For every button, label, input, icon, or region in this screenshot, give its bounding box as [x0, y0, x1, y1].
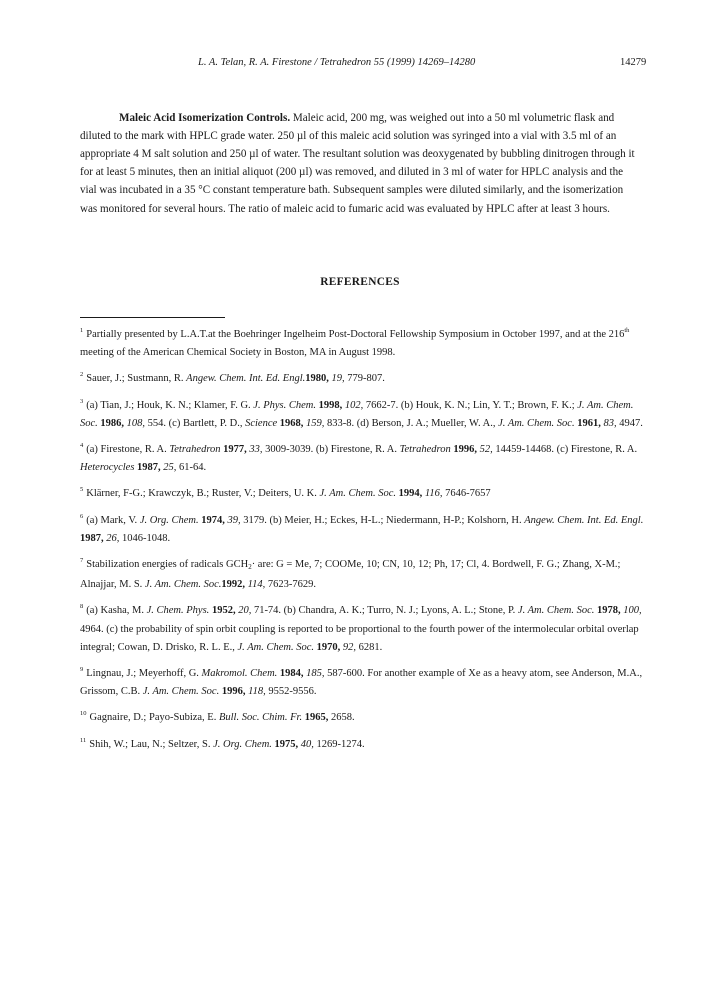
reference-item-6 [80, 508, 645, 548]
reference-text: Stabilization energies of radicals GCH [86, 559, 249, 571]
reference-volume: 116, [422, 488, 443, 500]
reference-volume: 52, [477, 444, 493, 456]
reference-list [80, 322, 645, 758]
reference-text: Gagnaire, D.; Payo-Subiza, E. [89, 712, 219, 724]
reference-pages: 779-807. [344, 373, 385, 385]
journal-name: J. Am. Chem. Soc. [517, 605, 595, 617]
reference-text: 554. (c) Bartlett, P. D., [145, 417, 246, 429]
reference-text: 1269-1274. [313, 738, 365, 750]
reference-year: 1984, [277, 668, 304, 680]
reference-item-3 [80, 393, 645, 433]
journal-name: Tetrahedron [399, 444, 451, 456]
reference-item-11 [80, 732, 645, 754]
journal-name: J. Am. Chem. Soc. [319, 488, 396, 500]
reference-text: 7623-7629. [265, 579, 317, 591]
running-header [0, 57, 720, 73]
reference-year: 1978, [594, 605, 621, 617]
reference-text: 6281. [355, 641, 383, 653]
reference-number: 6 [80, 512, 84, 520]
reference-volume: 114, [245, 579, 266, 591]
reference-volume: 118, [245, 686, 266, 698]
reference-year: 1987, [134, 462, 161, 474]
reference-text: 61-64. [176, 462, 207, 474]
journal-name: J. Am. Chem. Soc. [498, 417, 575, 429]
reference-text: 587-600. For another example of Xe as a heavy atom, see Anderson, M.A., Grissom, C.B. [80, 668, 643, 698]
reference-item-2 [80, 366, 645, 388]
reference-text: 833-8. (d) Berson, J. A.; Mueller, W. A., [324, 417, 499, 429]
reference-number: 9 [80, 666, 84, 674]
reference-item-1 [80, 322, 645, 362]
journal-name: J. Am. Chem. Soc. [80, 399, 634, 429]
reference-text: 3009-3039. (b) Firestone, R. A. [262, 444, 400, 456]
reference-year: 1987, [80, 532, 104, 544]
journal-name: J. Org. Chem. [213, 738, 272, 750]
reference-text: 7662-7. (b) Houk, K. N.; Lin, Y. T.; Brown, F. K.; [363, 399, 578, 411]
reference-volume: 108, [124, 417, 146, 429]
reference-volume: 100, [620, 605, 642, 617]
reference-text: (a) Firestone, R. A. [86, 444, 170, 456]
reference-number: 3 [80, 397, 84, 405]
reference-year: 1965, [302, 712, 329, 724]
references-heading: REFERENCES [320, 276, 400, 288]
journal-name: Angew. Chem. Int. Ed. Engl. [186, 373, 306, 385]
reference-year: 1996, [219, 686, 246, 698]
reference-volume: 33, [246, 444, 263, 456]
reference-text: (a) Kasha, M. [86, 605, 147, 617]
reference-year: 1952, [209, 605, 236, 617]
reference-year: 1961, [574, 417, 601, 429]
running-head-citation: L. A. Telan, R. A. Firestone / Tetrahedron 55 (1999) 14269–14280 [198, 57, 476, 68]
journal-name: Tetrahedron [169, 444, 221, 456]
reference-year: 1998, [315, 399, 343, 411]
reference-text: 2658. [328, 712, 355, 724]
journal-name: Makromol. Chem. [201, 668, 278, 680]
journal-name: J. Am. Chem. Soc. [144, 579, 222, 591]
reference-number: 1 [80, 327, 84, 334]
ordinal-suffix: th [624, 327, 630, 334]
journal-name: J. Am. Chem. Soc. [142, 686, 220, 698]
reference-text: · are: G = Me, 7; COOMe, 10; CN, 10, 12; Ph, 17; Cl, 4. Bordwell, F. G.; Zhang, X-M.; Alnajjar, M. S. [80, 559, 621, 591]
reference-volume: 83, [600, 417, 617, 429]
reference-text: 14459-14468. (c) Firestone, R. A. [492, 444, 638, 456]
paragraph-text: Maleic acid, 200 mg, was weighed out into a 50 ml volumetric flask and diluted to the mark with HPLC grade water. 250 µl of this maleic acid solution was syringed into a vial with 3.5 ml of an appropriate 4 M salt solution and 250 µl of water. The resultant solution was deoxygenated by bubbling dinitrogen through it for at least 5 minutes, then an initial aliquot (200 µl) was removed, and diluted in 3 ml of water for HPLC analysis and the vial was incubated in a 35 °C constant temperature bath. Subsequent samples were diluted similarly, and the isomerization was monitored for several hours. The ratio of maleic acid to fumaric acid was evaluated by HPLC after at least 3 hours. [80, 112, 635, 215]
reference-volume: 159, [303, 417, 325, 429]
reference-number: 11 [80, 736, 87, 744]
reference-text: Shih, W.; Lau, N.; Seltzer, S. [89, 738, 214, 750]
reference-text: 4947. [616, 417, 643, 429]
reference-text: 9552-9556. [265, 686, 317, 698]
reference-text: Partially presented by L.A.T.at the Boehringer Ingelheim Post-Doctoral Fellowship Symposium in October 1997, and at the 216 [86, 329, 625, 340]
reference-volume: 40, [298, 738, 314, 750]
reference-authors: Sauer, J.; Sustmann, R. [86, 373, 187, 385]
page-number: 14279 [620, 57, 647, 68]
journal-name: J. Phys. Chem. [253, 399, 316, 411]
reference-text: 3179. (b) Meier, H.; Eckes, H-L.; Niedermann, H-P.; Kolshorn, H. [240, 514, 525, 526]
paragraph-lead-heading: Maleic Acid Isomerization Controls. [119, 112, 291, 125]
reference-item-8 [80, 598, 645, 657]
reference-item-9 [80, 661, 645, 701]
footnote-rule [80, 317, 225, 318]
reference-year: 1974, [198, 514, 225, 526]
reference-volume: 39, [224, 514, 241, 526]
reference-number: 8 [80, 603, 84, 611]
reference-year: 1970, [313, 641, 341, 653]
reference-number: 4 [80, 442, 84, 450]
reference-text: (a) Tian, J.; Houk, K. N.; Klamer, F. G. [86, 399, 254, 411]
journal-name: Angew. Chem. Int. Ed. Engl. [524, 514, 644, 526]
reference-year: 1986, [97, 417, 125, 429]
reference-number: 10 [80, 710, 87, 718]
reference-volume: 92, [340, 641, 356, 653]
reference-item-10 [80, 705, 645, 727]
reference-volume: 25, [160, 462, 177, 474]
reference-text: meeting of the American Chemical Society in Boston, MA in August 1998. [80, 347, 396, 359]
reference-year: 1975, [271, 738, 299, 750]
reference-volume: 19, [328, 373, 345, 385]
reference-text: 4964. (c) the probability of spin orbit coupling is reported to be proportional to the fourth power of the intermolecular orbital overlap integral; Cowan, D. Drisko, R. L. E., [80, 623, 639, 653]
reference-text: Lingnau, J.; Meyerhoff, G. [86, 668, 202, 680]
reference-text: 1046-1048. [119, 532, 171, 544]
journal-name: J. Chem. Phys. [146, 605, 210, 617]
reference-text: 7646-7657 [442, 488, 491, 500]
reference-number: 5 [80, 486, 84, 494]
journal-name: Bull. Soc. Chim. Fr. [218, 712, 303, 724]
reference-year: 1977, [220, 444, 247, 456]
reference-number: 7 [80, 557, 84, 565]
reference-year: 1992, [221, 579, 246, 591]
reference-volume: 26, [103, 532, 120, 544]
reference-text: 71-74. (b) Chandra, A. K.; Turro, N. J.; Lyons, A. L.; Stone, P. [251, 605, 518, 617]
journal-name: J. Am. Chem. Soc. [237, 641, 314, 653]
journal-name: Science [245, 417, 278, 429]
reference-volume: 102, [342, 399, 364, 411]
reference-volume: 20, [235, 605, 252, 617]
subscript: 2 [248, 563, 252, 572]
reference-year: 1980, [305, 373, 329, 385]
reference-item-4 [80, 437, 645, 477]
journal-name: J. Org. Chem. [139, 514, 199, 526]
methods-paragraph [80, 109, 640, 218]
reference-year: 1968, [277, 417, 304, 429]
reference-item-5 [80, 481, 645, 503]
reference-year: 1996, [450, 444, 478, 456]
journal-name: Heterocycles [80, 462, 135, 474]
reference-volume: 185, [303, 668, 325, 680]
reference-item-7 [80, 552, 645, 594]
reference-number: 2 [80, 371, 84, 379]
reference-year: 1994, [395, 488, 423, 500]
reference-text: Klärner, F-G.; Krawczyk, B.; Ruster, V.; Deiters, U. K. [86, 488, 320, 500]
reference-text: (a) Mark, V. [86, 514, 140, 526]
